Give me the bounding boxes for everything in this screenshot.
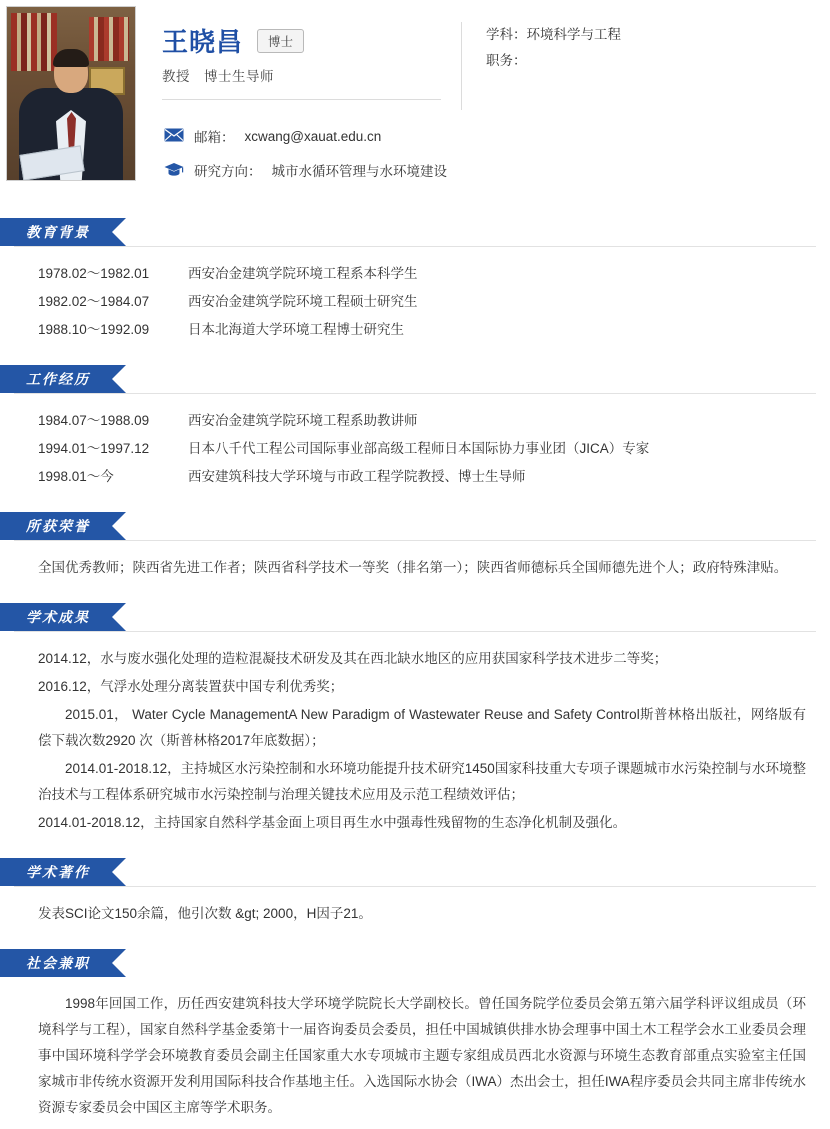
name-row	[162, 22, 441, 59]
section-honors-title: 所获荣誉	[0, 512, 112, 540]
education-period: 1978.02～1982.01	[38, 266, 150, 281]
achievement-item: 2015.01， Water Cycle ManagementA New Paradigm of Wastewater Reuse and Safety Control斯普林格出版社，网络版有偿下载次数2920 次（斯普林格2017年底数据）；	[38, 707, 806, 748]
section-achievements	[0, 603, 830, 844]
section-social	[0, 949, 830, 1129]
discipline-row	[486, 22, 621, 48]
email-row	[164, 126, 830, 146]
envelope-icon	[164, 128, 184, 144]
table-row	[38, 317, 806, 343]
table-row	[38, 436, 806, 462]
section-publications-body	[14, 886, 816, 935]
honors-paragraph: 全国优秀教师；陕西省先进工作者；陕西省科学技术一等奖（排名第一）；陕西省师德标兵全国师德先进个人；政府特殊津贴。	[38, 560, 788, 575]
work-detail: 日本八千代工程公司国际事业部高级工程师日本国际协力事业团（JICA）专家	[188, 441, 650, 456]
achievement-item: 2014.01-2018.12，主持国家自然科学基金面上项目再生水中强毒性残留物的生态净化机制及强化。	[38, 815, 627, 830]
academic-titles: 教授 博士生导师	[162, 59, 441, 100]
section-achievements-body	[14, 631, 816, 844]
table-row	[38, 261, 806, 287]
profile-photo	[6, 6, 136, 181]
achievement-item: 2014.01-2018.12，主持城区水污染控制和水环境功能提升技术研究1450国家科技重大专项子课题城市水污染控制与水环境整治技术与工程体系研究城市水污染控制与治理关键技术应用及示范工程绩效评估；	[38, 761, 806, 802]
section-honors-header	[0, 512, 830, 540]
section-education-body	[14, 246, 816, 351]
social-paragraph: 1998年回国工作，历任西安建筑科技大学环境学院院长大学副校长。曾任国务院学位委员会第五第六届学科评议组成员（环境科学与工程），国家自然科学基金委第十一届咨询委员会委员，担任中国城镇供排水协会理事中国土木工程学会水工业委员会理事中国环境科学学会环境教育委员会副主任国家重大水专项城市主题专家组成员西北水资源与环境生态教育部重点实验室主任国家城市非传统水资源开发利用国际科技合作基地主任。入选国际水协会（IWA）杰出会士，担任IWA程序委员会共同主席非传统水资源专家委员会中国区主席等学术职务。	[38, 996, 806, 1115]
work-period: 1984.07～1988.09	[38, 413, 150, 428]
section-education	[0, 218, 830, 351]
section-honors	[0, 512, 830, 589]
section-social-header	[0, 949, 830, 977]
education-period: 1988.10～1992.09	[38, 322, 150, 337]
research-label: 研究方向：	[194, 164, 262, 179]
section-work-header	[0, 365, 830, 393]
education-detail: 日本北海道大学环境工程博士研究生	[188, 322, 404, 337]
section-publications-title: 学术著作	[0, 858, 112, 886]
section-work-title: 工作经历	[0, 365, 112, 393]
graduation-cap-icon	[164, 162, 184, 178]
research-row	[164, 160, 830, 180]
discipline-label: 学科：	[486, 27, 527, 42]
contact-block	[162, 126, 830, 180]
achievement-item: 2014.12，水与废水强化处理的造粒混凝技术研发及其在西北缺水地区的应用获国家科学技术进步二等奖；	[38, 651, 668, 666]
profile-top-grid	[162, 22, 830, 110]
table-row	[38, 464, 806, 490]
work-detail: 西安冶金建筑学院环境工程系助教讲师	[188, 413, 418, 428]
education-period: 1982.02～1984.07	[38, 294, 150, 309]
achievement-item: 2016.12，气浮水处理分离装置获中国专利优秀奖；	[38, 679, 344, 694]
section-social-title: 社会兼职	[0, 949, 112, 977]
photo-bookshelf-left	[11, 13, 57, 71]
email-label: 邮箱：	[194, 130, 235, 145]
work-detail: 西安建筑科技大学环境与市政工程学院教授、博士生导师	[188, 469, 526, 484]
section-publications-header	[0, 858, 830, 886]
education-detail: 西安冶金建筑学院环境工程系本科学生	[188, 266, 418, 281]
section-honors-body	[14, 540, 816, 589]
section-achievements-title: 学术成果	[0, 603, 112, 631]
section-education-header	[0, 218, 830, 246]
table-row	[38, 289, 806, 315]
position-row	[486, 48, 621, 74]
position-label: 职务：	[486, 53, 527, 68]
profile-meta	[462, 22, 621, 110]
email-value[interactable]: xcwang@xauat.edu.cn	[244, 128, 382, 144]
section-work-body	[14, 393, 816, 498]
education-detail: 西安冶金建筑学院环境工程硕士研究生	[188, 294, 418, 309]
profile-details	[136, 6, 830, 194]
work-period: 1998.01～今	[38, 469, 114, 484]
work-period: 1994.01～1997.12	[38, 441, 150, 456]
publications-paragraph: 发表SCI论文150余篇，他引次数 &gt; 2000，H因子21。	[38, 906, 372, 921]
section-education-title: 教育背景	[0, 218, 112, 246]
table-row	[38, 408, 806, 434]
section-work	[0, 365, 830, 498]
research-value: 城市水循环管理与水环境建设	[271, 164, 447, 179]
section-achievements-header	[0, 603, 830, 631]
discipline-value: 环境科学与工程	[526, 27, 621, 42]
profile-identity	[162, 22, 462, 110]
section-social-body	[14, 977, 816, 1129]
photo-bookshelf-right	[89, 17, 129, 61]
person-name: 王晓昌	[162, 27, 244, 57]
photo-hair	[53, 49, 89, 67]
degree-badge: 博士	[257, 29, 304, 53]
section-publications	[0, 858, 830, 935]
profile-header	[0, 0, 830, 204]
